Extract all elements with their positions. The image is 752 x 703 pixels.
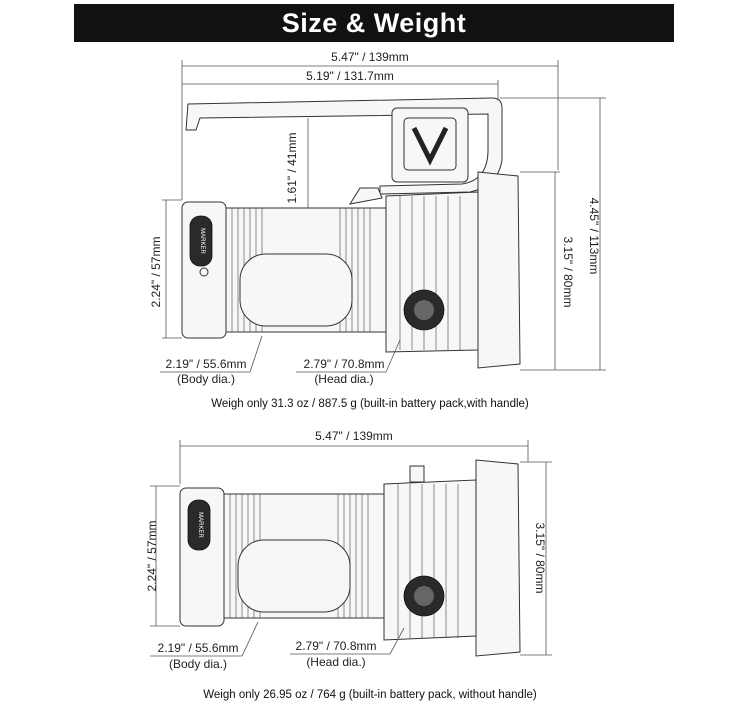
bottom-head-dia-caption: (Head dia.) [306, 655, 366, 669]
top-weight-note: Weigh only 31.3 oz / 887.5 g (built-in battery pack,with handle) [211, 398, 529, 410]
top-grip [240, 254, 352, 326]
top-handle-latch [350, 188, 382, 204]
top-head-height-label: 3.15" / 80mm [561, 236, 575, 308]
bottom-grip [238, 540, 350, 612]
top-side-light-lens [414, 300, 434, 320]
top-body-dia-label: 2.19" / 55.6mm [165, 357, 247, 371]
bottom-head-height-label: 3.15" / 80mm [533, 522, 547, 594]
bottom-body-height-label: 2.24" / 57mm [145, 520, 159, 592]
top-product-label: MARKER [199, 228, 205, 254]
top-length-body-label: 5.19" / 131.7mm [306, 69, 394, 83]
top-head-dia-label: 2.79" / 70.8mm [303, 357, 385, 371]
bottom-side-light-lens [414, 586, 434, 606]
bottom-figure [145, 429, 552, 701]
bottom-bezel [476, 460, 520, 656]
top-body-dia-caption: (Body dia.) [176, 372, 236, 386]
top-height-total-label: 4.45" / 113mm [587, 197, 601, 275]
top-figure [149, 50, 606, 410]
top-length-overall-label: 5.47" / 139mm [331, 50, 409, 64]
bottom-body-dia-leader [242, 622, 258, 656]
top-bezel [478, 172, 520, 368]
bottom-weight-note: Weigh only 26.95 oz / 764 g (built-in battery pack, without handle) [203, 689, 537, 701]
bottom-mount-post [410, 466, 424, 482]
bottom-body-dia-caption: (Body dia.) [168, 657, 228, 671]
top-handle-gap-label: 1.61" / 41mm [285, 132, 299, 204]
top-body-height-label: 2.24" / 57mm [149, 236, 163, 308]
bottom-body-dia-label: 2.19" / 55.6mm [157, 641, 239, 655]
top-head-dia-caption: (Head dia.) [314, 372, 374, 386]
section-title: Size & Weight [281, 7, 467, 38]
bottom-length-overall-label: 5.47" / 139mm [315, 429, 393, 443]
top-body-dia-leader [250, 336, 262, 372]
bottom-head-dia-label: 2.79" / 70.8mm [295, 639, 377, 653]
bottom-product-label: MARKER [197, 512, 203, 538]
top-tail-button [200, 268, 208, 276]
